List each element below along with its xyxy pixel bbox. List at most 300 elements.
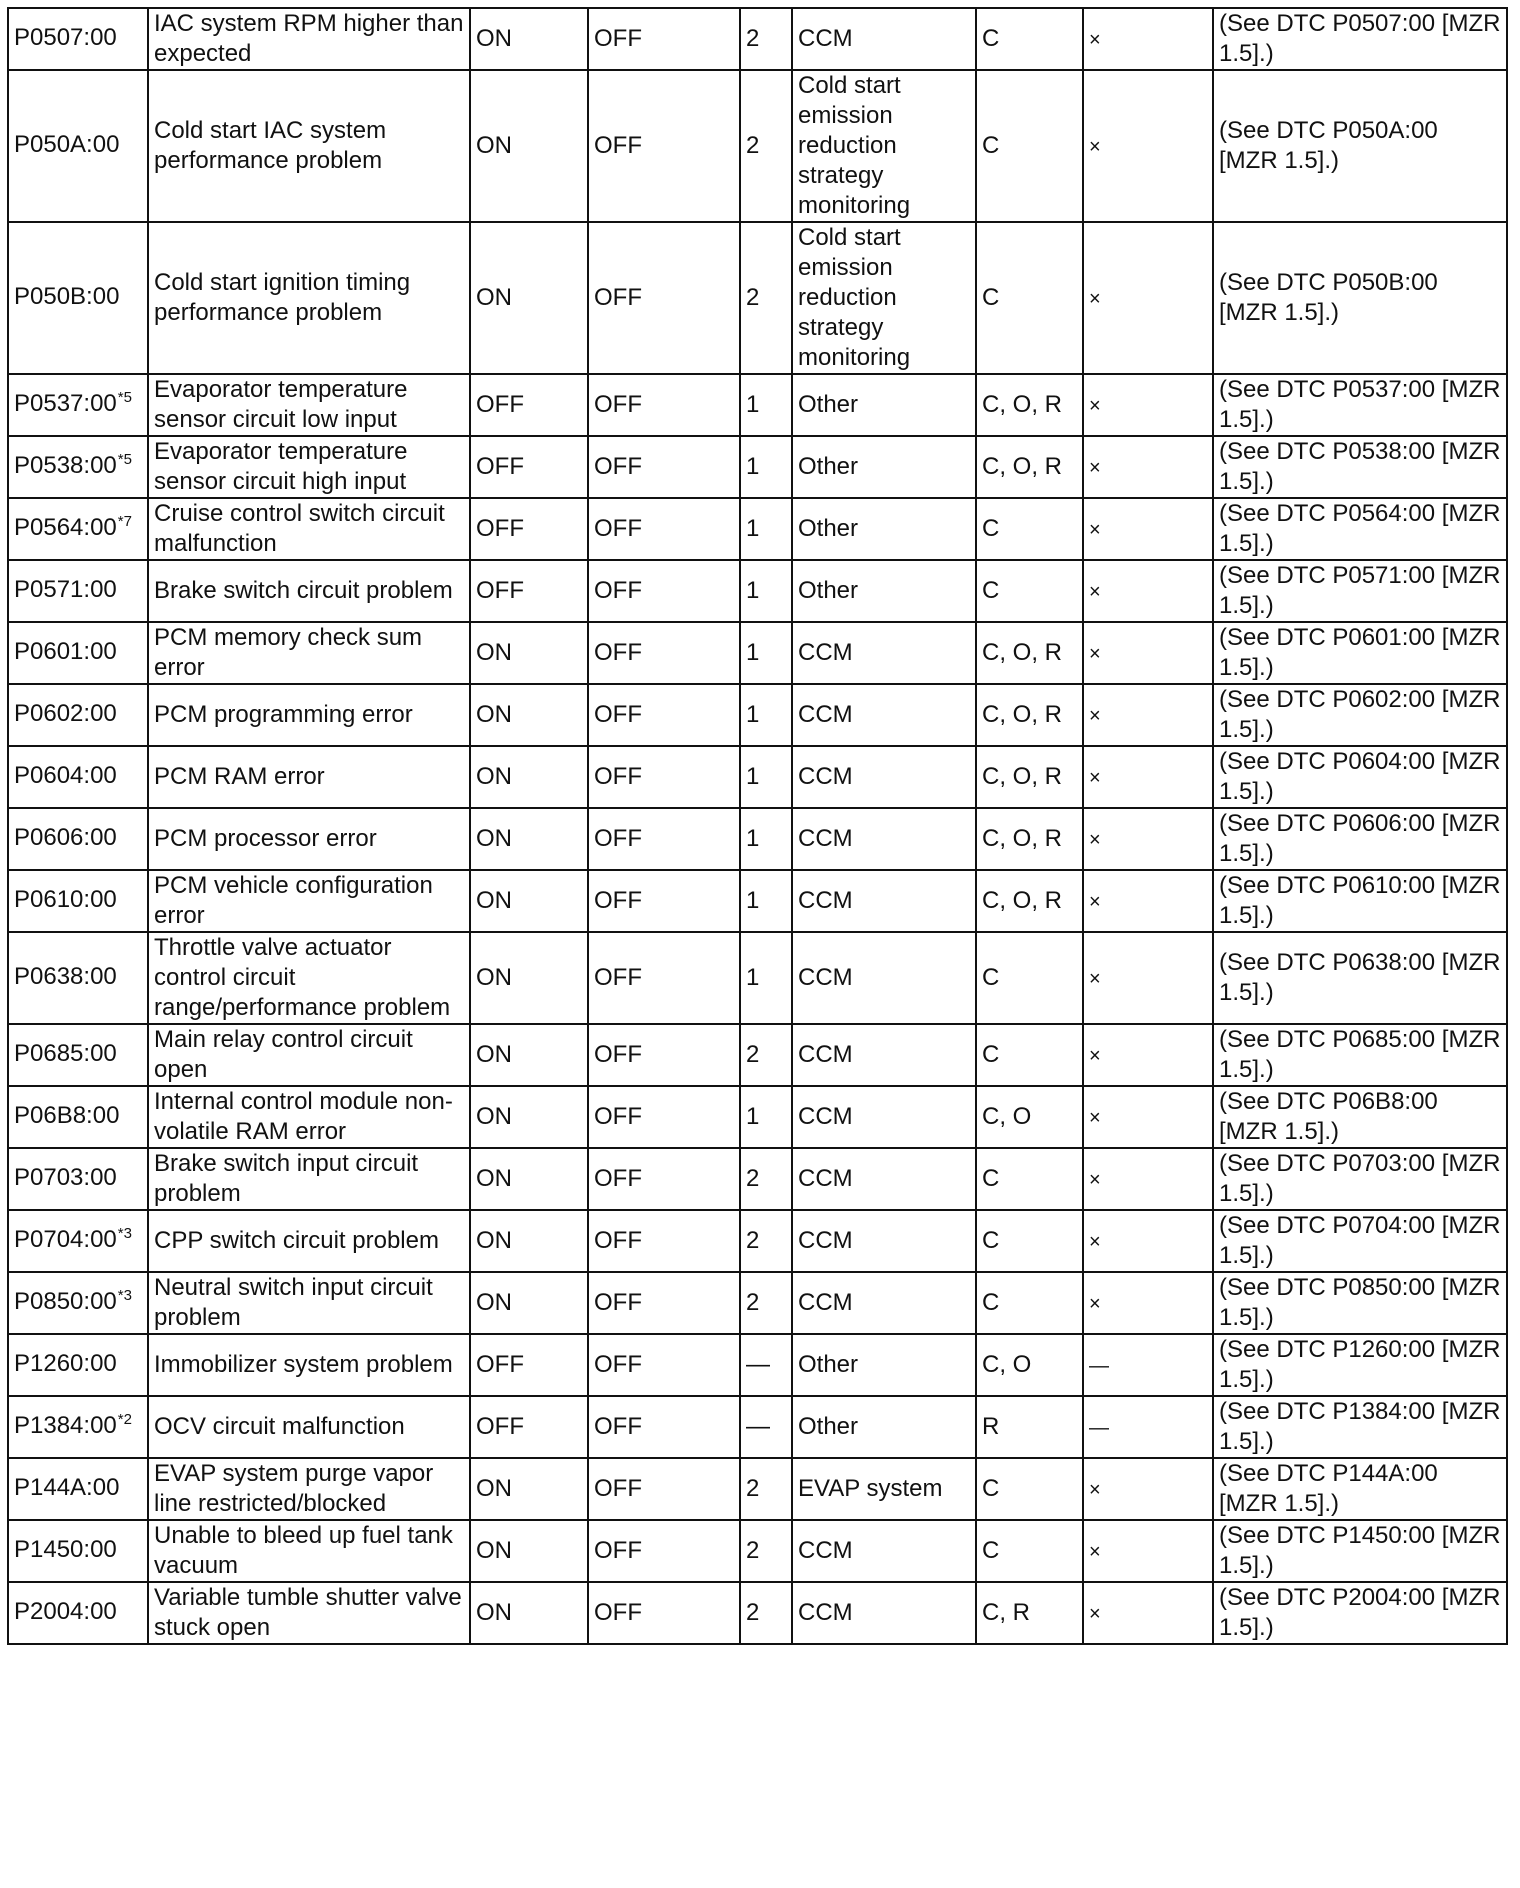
page-reference-text: (See DTC P0850:00 [MZR 1.5].)	[1219, 1274, 1501, 1331]
self-test-text: ×	[1089, 518, 1101, 541]
self-test-cell	[1083, 8, 1213, 70]
mil-text: ON	[476, 1289, 512, 1316]
mil-cell	[470, 1520, 588, 1582]
drive-cycle-cell	[740, 1148, 792, 1210]
page-reference-cell	[1213, 8, 1507, 70]
drive-cycle-text: 1	[746, 825, 760, 852]
page-reference-cell	[1213, 70, 1507, 222]
memory-function-text: C, O, R	[982, 887, 1063, 914]
page-reference-text: (See DTC P2004:00 [MZR 1.5].)	[1219, 1584, 1501, 1641]
footnote-marker: *5	[117, 388, 132, 406]
dtc-code-cell	[8, 1086, 148, 1148]
mil-text: OFF	[476, 453, 524, 480]
page-reference-cell	[1213, 870, 1507, 932]
page-reference-text: (See DTC P0571:00 [MZR 1.5].)	[1219, 562, 1501, 619]
self-test-cell	[1083, 870, 1213, 932]
dtc-code-cell	[8, 1210, 148, 1272]
dtc-code-text: P1450:00	[14, 1535, 117, 1563]
dtc-code-text: P0685:00	[14, 1039, 117, 1067]
self-test-text: ×	[1089, 1106, 1101, 1129]
dtc-code-cell	[8, 808, 148, 870]
memory-function-cell	[976, 1334, 1083, 1396]
monitor-item-text: CCM	[798, 1103, 853, 1130]
dtc-code-cell	[8, 560, 148, 622]
memory-function-cell	[976, 8, 1083, 70]
monitor-item-text: Other	[798, 391, 859, 418]
drive-cycle-text: 1	[746, 1103, 760, 1130]
mil-text: ON	[476, 763, 512, 790]
mil-text: ON	[476, 1165, 512, 1192]
dc-text: OFF	[594, 1103, 642, 1130]
drive-cycle-cell	[740, 436, 792, 498]
table-row	[8, 1086, 1507, 1148]
drive-cycle-cell	[740, 1582, 792, 1644]
page-reference-text: (See DTC P0537:00 [MZR 1.5].)	[1219, 376, 1501, 433]
dtc-code-cell	[8, 1024, 148, 1086]
drive-cycle-text: 1	[746, 887, 760, 914]
description-text: Unable to bleed up fuel tank vacuum	[154, 1522, 453, 1579]
description-cell	[148, 870, 470, 932]
drive-cycle-cell	[740, 870, 792, 932]
table-row	[8, 808, 1507, 870]
self-test-cell	[1083, 1272, 1213, 1334]
self-test-cell	[1083, 1396, 1213, 1458]
dtc-code-cell	[8, 684, 148, 746]
page-reference-cell	[1213, 1396, 1507, 1458]
mil-text: OFF	[476, 1351, 524, 1378]
dc-cell	[588, 1582, 740, 1644]
memory-function-cell	[976, 1086, 1083, 1148]
drive-cycle-cell	[740, 222, 792, 374]
monitor-item-text: CCM	[798, 825, 853, 852]
dtc-code-cell	[8, 498, 148, 560]
drive-cycle-text: 1	[746, 763, 760, 790]
page-reference-text: (See DTC P0610:00 [MZR 1.5].)	[1219, 872, 1501, 929]
dc-cell	[588, 70, 740, 222]
mil-cell	[470, 870, 588, 932]
footnote-marker: *7	[117, 512, 132, 530]
monitor-item-cell	[792, 560, 976, 622]
page-reference-text: (See DTC P06B8:00 [MZR 1.5].)	[1219, 1088, 1438, 1145]
dtc-code-cell	[8, 622, 148, 684]
dtc-code-text: P0564:00	[14, 513, 117, 541]
description-cell	[148, 1210, 470, 1272]
memory-function-cell	[976, 1148, 1083, 1210]
mil-cell	[470, 808, 588, 870]
monitor-item-text: CCM	[798, 1227, 853, 1254]
drive-cycle-text: 1	[746, 577, 760, 604]
dc-text: OFF	[594, 1599, 642, 1626]
dtc-code-cell	[8, 1458, 148, 1520]
description-text: OCV circuit malfunction	[154, 1413, 405, 1440]
drive-cycle-cell	[740, 560, 792, 622]
dtc-code-text: P06B8:00	[14, 1101, 120, 1129]
mil-cell	[470, 932, 588, 1024]
dtc-code-cell	[8, 1272, 148, 1334]
table-row	[8, 1024, 1507, 1086]
dtc-code-cell	[8, 1334, 148, 1396]
description-cell	[148, 222, 470, 374]
page-reference-text: (See DTC P0638:00 [MZR 1.5].)	[1219, 949, 1501, 1006]
dtc-code-cell	[8, 870, 148, 932]
page-reference-text: (See DTC P144A:00 [MZR 1.5].)	[1219, 1460, 1438, 1517]
monitor-item-cell	[792, 374, 976, 436]
monitor-item-cell	[792, 870, 976, 932]
description-cell	[148, 1148, 470, 1210]
self-test-cell	[1083, 932, 1213, 1024]
drive-cycle-text: 1	[746, 453, 760, 480]
mil-text: ON	[476, 1599, 512, 1626]
page-reference-cell	[1213, 1272, 1507, 1334]
description-text: Main relay control circuit open	[154, 1026, 413, 1083]
description-cell	[148, 1520, 470, 1582]
dc-cell	[588, 498, 740, 560]
monitor-item-cell	[792, 8, 976, 70]
description-cell	[148, 1334, 470, 1396]
mil-cell	[470, 70, 588, 222]
dc-text: OFF	[594, 1475, 642, 1502]
footnote-marker: *3	[117, 1286, 132, 1304]
drive-cycle-text: 2	[746, 1537, 760, 1564]
table-row	[8, 436, 1507, 498]
dtc-code-text: P0601:00	[14, 637, 117, 665]
monitor-item-text: Other	[798, 515, 859, 542]
mil-cell	[470, 560, 588, 622]
page-reference-text: (See DTC P1260:00 [MZR 1.5].)	[1219, 1336, 1501, 1393]
page-reference-cell	[1213, 560, 1507, 622]
dtc-table-body	[8, 8, 1507, 1644]
memory-function-text: C	[982, 515, 1000, 542]
self-test-text: ×	[1089, 704, 1101, 727]
mil-cell	[470, 498, 588, 560]
memory-function-cell	[976, 498, 1083, 560]
mil-cell	[470, 1458, 588, 1520]
dc-text: OFF	[594, 453, 642, 480]
dc-text: OFF	[594, 391, 642, 418]
monitor-item-text: Other	[798, 1351, 859, 1378]
monitor-item-cell	[792, 1582, 976, 1644]
table-row	[8, 1520, 1507, 1582]
mil-cell	[470, 1086, 588, 1148]
description-text: Brake switch input circuit problem	[154, 1150, 419, 1207]
memory-function-text: C, O	[982, 1103, 1032, 1130]
drive-cycle-cell	[740, 70, 792, 222]
dtc-code-cell	[8, 222, 148, 374]
mil-cell	[470, 8, 588, 70]
page-reference-text: (See DTC P0538:00 [MZR 1.5].)	[1219, 438, 1501, 495]
memory-function-text: R	[982, 1413, 1000, 1440]
dc-text: OFF	[594, 964, 642, 991]
memory-function-cell	[976, 1458, 1083, 1520]
description-text: Cruise control switch circuit malfunction	[154, 500, 445, 557]
memory-function-cell	[976, 560, 1083, 622]
monitor-item-text: CCM	[798, 25, 853, 52]
description-text: PCM vehicle configuration error	[154, 872, 433, 929]
dtc-code-text: P0604:00	[14, 761, 117, 789]
self-test-cell	[1083, 1582, 1213, 1644]
memory-function-text: C	[982, 964, 1000, 991]
dtc-code-text: P2004:00	[14, 1597, 117, 1625]
drive-cycle-cell	[740, 1210, 792, 1272]
dc-cell	[588, 622, 740, 684]
self-test-text: ×	[1089, 1478, 1101, 1501]
drive-cycle-text: 2	[746, 25, 760, 52]
mil-text: ON	[476, 1103, 512, 1130]
description-cell	[148, 1086, 470, 1148]
memory-function-text: C	[982, 577, 1000, 604]
dtc-code-text: P050A:00	[14, 130, 120, 158]
dtc-code-text: P0606:00	[14, 823, 117, 851]
self-test-cell	[1083, 436, 1213, 498]
dc-cell	[588, 374, 740, 436]
page-reference-cell	[1213, 222, 1507, 374]
dtc-code-text: P0703:00	[14, 1163, 117, 1191]
self-test-text: ×	[1089, 967, 1101, 990]
description-text: Brake switch circuit problem	[154, 577, 453, 604]
monitor-item-cell	[792, 498, 976, 560]
dc-text: OFF	[594, 1289, 642, 1316]
mil-text: ON	[476, 1041, 512, 1068]
description-cell	[148, 1272, 470, 1334]
self-test-text: ×	[1089, 1602, 1101, 1625]
dc-text: OFF	[594, 1227, 642, 1254]
memory-function-text: C	[982, 132, 1000, 159]
monitor-item-cell	[792, 622, 976, 684]
table-row	[8, 1396, 1507, 1458]
mil-text: ON	[476, 1475, 512, 1502]
self-test-text: ×	[1089, 135, 1101, 158]
memory-function-cell	[976, 746, 1083, 808]
drive-cycle-cell	[740, 498, 792, 560]
dtc-code-cell	[8, 1396, 148, 1458]
memory-function-text: C	[982, 1289, 1000, 1316]
self-test-text: ×	[1089, 1230, 1101, 1253]
description-text: EVAP system purge vapor line restricted/blocked	[154, 1460, 434, 1517]
description-text: CPP switch circuit problem	[154, 1227, 439, 1254]
self-test-text: ×	[1089, 287, 1101, 310]
memory-function-cell	[976, 870, 1083, 932]
dc-text: OFF	[594, 1537, 642, 1564]
page-reference-cell	[1213, 932, 1507, 1024]
page-reference-cell	[1213, 1334, 1507, 1396]
monitor-item-cell	[792, 808, 976, 870]
table-row	[8, 70, 1507, 222]
dc-cell	[588, 560, 740, 622]
memory-function-cell	[976, 374, 1083, 436]
description-cell	[148, 1582, 470, 1644]
table-row	[8, 870, 1507, 932]
dc-cell	[588, 1272, 740, 1334]
table-row	[8, 560, 1507, 622]
description-text: Cold start ignition timing performance problem	[154, 269, 411, 326]
self-test-text: ×	[1089, 642, 1101, 665]
footnote-marker: *3	[117, 1224, 132, 1242]
drive-cycle-cell	[740, 932, 792, 1024]
page-reference-cell	[1213, 498, 1507, 560]
description-text: PCM memory check sum error	[154, 624, 423, 681]
dc-cell	[588, 1334, 740, 1396]
page-reference-cell	[1213, 374, 1507, 436]
page-reference-text: (See DTC P0564:00 [MZR 1.5].)	[1219, 500, 1501, 557]
description-text: Evaporator temperature sensor circuit low input	[154, 376, 408, 433]
memory-function-text: C	[982, 1227, 1000, 1254]
mil-cell	[470, 374, 588, 436]
page-reference-cell	[1213, 746, 1507, 808]
dc-cell	[588, 1210, 740, 1272]
mil-text: ON	[476, 284, 512, 311]
mil-cell	[470, 1334, 588, 1396]
self-test-text: ×	[1089, 28, 1101, 51]
dc-cell	[588, 222, 740, 374]
self-test-cell	[1083, 1520, 1213, 1582]
drive-cycle-cell	[740, 1334, 792, 1396]
drive-cycle-text: 1	[746, 391, 760, 418]
memory-function-text: C	[982, 284, 1000, 311]
memory-function-cell	[976, 436, 1083, 498]
memory-function-text: C, O, R	[982, 453, 1063, 480]
drive-cycle-cell	[740, 746, 792, 808]
page-reference-text: (See DTC P1384:00 [MZR 1.5].)	[1219, 1398, 1501, 1455]
drive-cycle-cell	[740, 1458, 792, 1520]
page-reference-text: (See DTC P1450:00 [MZR 1.5].)	[1219, 1522, 1501, 1579]
self-test-cell	[1083, 1458, 1213, 1520]
memory-function-text: C, R	[982, 1599, 1030, 1626]
dc-text: OFF	[594, 25, 642, 52]
drive-cycle-text: 2	[746, 1475, 760, 1502]
monitor-item-text: CCM	[798, 1599, 853, 1626]
page-reference-cell	[1213, 1458, 1507, 1520]
self-test-text: ×	[1089, 1292, 1101, 1315]
description-text: Immobilizer system problem	[154, 1351, 453, 1378]
dc-cell	[588, 746, 740, 808]
memory-function-text: C	[982, 1475, 1000, 1502]
drive-cycle-cell	[740, 808, 792, 870]
description-text: IAC system RPM higher than expected	[154, 10, 464, 67]
dtc-code-text: P1384:00	[14, 1411, 117, 1439]
table-row	[8, 1210, 1507, 1272]
memory-function-cell	[976, 684, 1083, 746]
self-test-cell	[1083, 560, 1213, 622]
mil-text: OFF	[476, 515, 524, 542]
mil-text: ON	[476, 1537, 512, 1564]
monitor-item-text: CCM	[798, 763, 853, 790]
description-cell	[148, 932, 470, 1024]
self-test-cell	[1083, 1024, 1213, 1086]
drive-cycle-cell	[740, 374, 792, 436]
dtc-code-text: P050B:00	[14, 282, 120, 310]
dtc-code-cell	[8, 8, 148, 70]
dc-cell	[588, 1086, 740, 1148]
footnote-marker: *2	[117, 1410, 132, 1428]
dtc-code-cell	[8, 374, 148, 436]
dc-text: OFF	[594, 1165, 642, 1192]
dc-text: OFF	[594, 284, 642, 311]
memory-function-text: C, O, R	[982, 825, 1063, 852]
mil-text: ON	[476, 825, 512, 852]
description-cell	[148, 374, 470, 436]
memory-function-cell	[976, 932, 1083, 1024]
page-reference-cell	[1213, 1148, 1507, 1210]
page-reference-text: (See DTC P0507:00 [MZR 1.5].)	[1219, 10, 1501, 67]
mil-cell	[470, 1582, 588, 1644]
self-test-text: ×	[1089, 1044, 1101, 1067]
description-text: Throttle valve actuator control circuit range/performance problem	[154, 934, 451, 1021]
self-test-text: ×	[1089, 1168, 1101, 1191]
drive-cycle-text: 2	[746, 1041, 760, 1068]
self-test-text: —	[1089, 1354, 1109, 1377]
table-row	[8, 374, 1507, 436]
mil-cell	[470, 1148, 588, 1210]
description-text: Internal control module non-volatile RAM error	[154, 1088, 453, 1145]
self-test-text: ×	[1089, 580, 1101, 603]
mil-text: OFF	[476, 577, 524, 604]
page-reference-text: (See DTC P0602:00 [MZR 1.5].)	[1219, 686, 1501, 743]
dtc-code-text: P144A:00	[14, 1473, 120, 1501]
drive-cycle-cell	[740, 8, 792, 70]
monitor-item-cell	[792, 222, 976, 374]
dc-text: OFF	[594, 701, 642, 728]
memory-function-cell	[976, 1210, 1083, 1272]
table-row	[8, 1334, 1507, 1396]
drive-cycle-text: 2	[746, 1165, 760, 1192]
page-reference-cell	[1213, 1024, 1507, 1086]
dc-cell	[588, 1396, 740, 1458]
memory-function-text: C, O, R	[982, 763, 1063, 790]
monitor-item-cell	[792, 1024, 976, 1086]
drive-cycle-cell	[740, 1520, 792, 1582]
page-reference-text: (See DTC P0704:00 [MZR 1.5].)	[1219, 1212, 1501, 1269]
monitor-item-cell	[792, 70, 976, 222]
dtc-code-cell	[8, 436, 148, 498]
memory-function-text: C, O, R	[982, 639, 1063, 666]
dtc-code-cell	[8, 746, 148, 808]
page-reference-cell	[1213, 436, 1507, 498]
dtc-code-text: P0602:00	[14, 699, 117, 727]
page-reference-cell	[1213, 1210, 1507, 1272]
self-test-cell	[1083, 746, 1213, 808]
page-reference-cell	[1213, 1582, 1507, 1644]
memory-function-text: C	[982, 1537, 1000, 1564]
table-row	[8, 498, 1507, 560]
dc-cell	[588, 1148, 740, 1210]
monitor-item-cell	[792, 1520, 976, 1582]
dc-text: OFF	[594, 763, 642, 790]
monitor-item-text: EVAP system	[798, 1475, 943, 1502]
dtc-code-cell	[8, 1582, 148, 1644]
dtc-code-cell	[8, 1148, 148, 1210]
monitor-item-cell	[792, 746, 976, 808]
dc-text: OFF	[594, 1351, 642, 1378]
memory-function-cell	[976, 622, 1083, 684]
dc-cell	[588, 1520, 740, 1582]
description-cell	[148, 622, 470, 684]
dc-text: OFF	[594, 515, 642, 542]
table-row	[8, 746, 1507, 808]
monitor-item-text: CCM	[798, 1165, 853, 1192]
table-row	[8, 8, 1507, 70]
drive-cycle-text: 2	[746, 284, 760, 311]
memory-function-cell	[976, 222, 1083, 374]
mil-text: ON	[476, 964, 512, 991]
description-cell	[148, 70, 470, 222]
mil-cell	[470, 1210, 588, 1272]
monitor-item-cell	[792, 1086, 976, 1148]
drive-cycle-text: 1	[746, 639, 760, 666]
description-cell	[148, 684, 470, 746]
monitor-item-text: CCM	[798, 639, 853, 666]
description-cell	[148, 1024, 470, 1086]
description-text: Neutral switch input circuit problem	[154, 1274, 433, 1331]
